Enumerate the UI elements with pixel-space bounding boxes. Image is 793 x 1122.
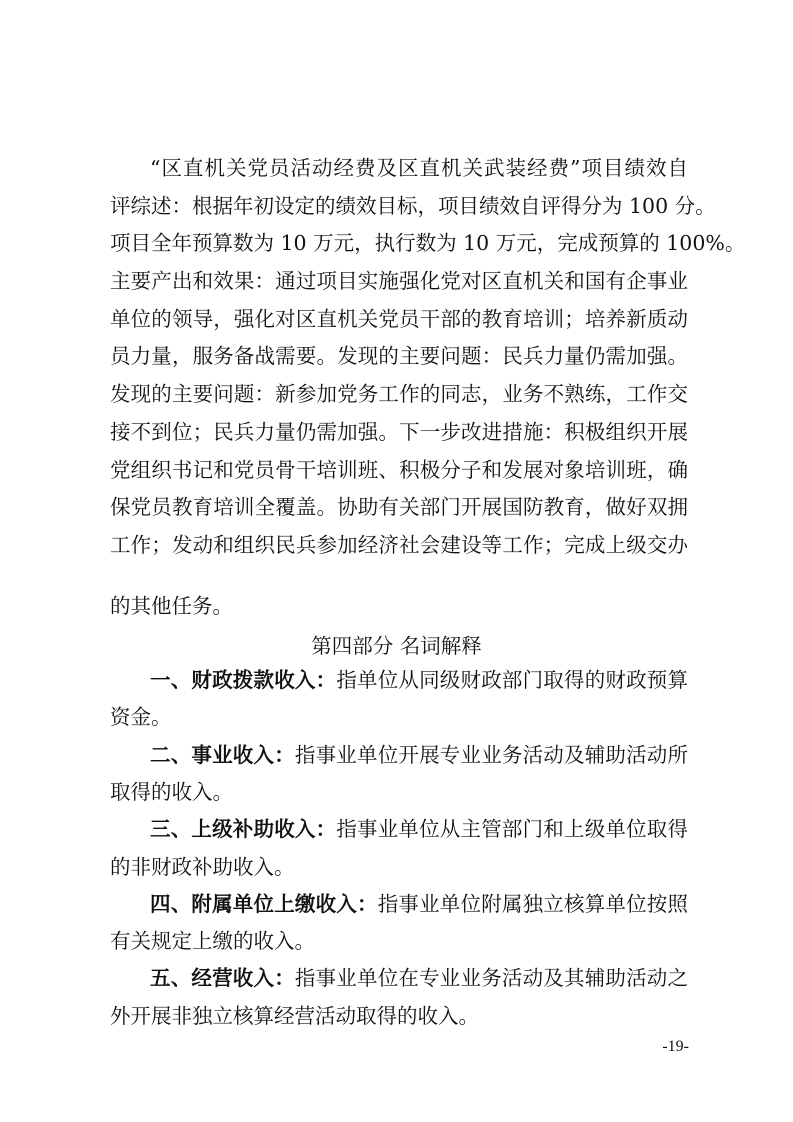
definition-term: 三、上级补助收入： <box>150 817 337 842</box>
definition-text-cont: 取得的收入。 <box>110 779 233 804</box>
text-line: 主要产出和效果：通过项目实施强化党对区直机关和国有企事业 <box>110 269 688 293</box>
definition-item <box>150 890 688 918</box>
text-line: 的其他任务。 <box>110 594 233 618</box>
page-number: -19- <box>662 1038 689 1055</box>
definition-item <box>150 815 688 843</box>
definition-text: 指事业单位在专业业务活动及其辅助活动之 <box>294 966 689 991</box>
definition-item <box>150 741 688 769</box>
text-line: 发现的主要问题：新参加党务工作的同志，业务不熟练，工作交 <box>110 382 688 406</box>
definition-term: 四、附属单位上缴收入： <box>150 891 378 916</box>
definition-text-cont: 有关规定上缴的收入。 <box>110 929 315 954</box>
definition-term: 二、事业收入： <box>150 742 295 767</box>
text-line: 党组织书记和党员骨干培训班、积极分子和发展对象培训班，确 <box>110 458 688 482</box>
definition-item <box>150 964 688 992</box>
definition-item <box>150 666 688 694</box>
definition-text-cont: 的非财政补助收入。 <box>110 854 295 879</box>
definition-text-cont: 外开展非独立核算经营活动取得的收入。 <box>110 1003 479 1028</box>
definition-text-cont: 资金。 <box>110 705 172 730</box>
text-line: 评综述：根据年初设定的绩效目标，项目绩效自评得分为 100 分。 <box>110 194 716 218</box>
text-line: 保党员教育培训全覆盖。协助有关部门开展国防教育，做好双拥 <box>110 495 688 519</box>
text-line: 单位的领导，强化对区直机关党员干部的教育培训；培养新质动 <box>110 307 688 331</box>
definition-term: 一、财政拨款收入： <box>150 668 337 692</box>
text-line: 员力量，服务备战需要。发现的主要问题：民兵力量仍需加强。 <box>110 344 688 368</box>
text-line: “区直机关党员活动经费及区直机关武装经费”项目绩效自 <box>150 156 688 180</box>
definition-text: 指事业单位开展专业业务活动及辅助活动所 <box>294 742 689 767</box>
text-line: 接不到位；民兵力量仍需加强。下一步改进措施：积极组织开展 <box>110 420 688 444</box>
text-line: 项目全年预算数为 10 万元，执行数为 10 万元，完成预算的 100%。 <box>110 231 746 255</box>
definition-text: 指单位从同级财政部门取得的财政预算 <box>336 668 689 692</box>
definition-term: 五、经营收入： <box>150 966 295 991</box>
definition-text: 指事业单位从主管部门和上级单位取得 <box>336 817 689 842</box>
text-line: 工作；发动和组织民兵参加经济社会建设等工作；完成上级交办 <box>110 533 688 557</box>
definition-text: 指事业单位附属独立核算单位按照 <box>377 891 689 916</box>
section-title: 第四部分 名词解释 <box>311 634 482 658</box>
